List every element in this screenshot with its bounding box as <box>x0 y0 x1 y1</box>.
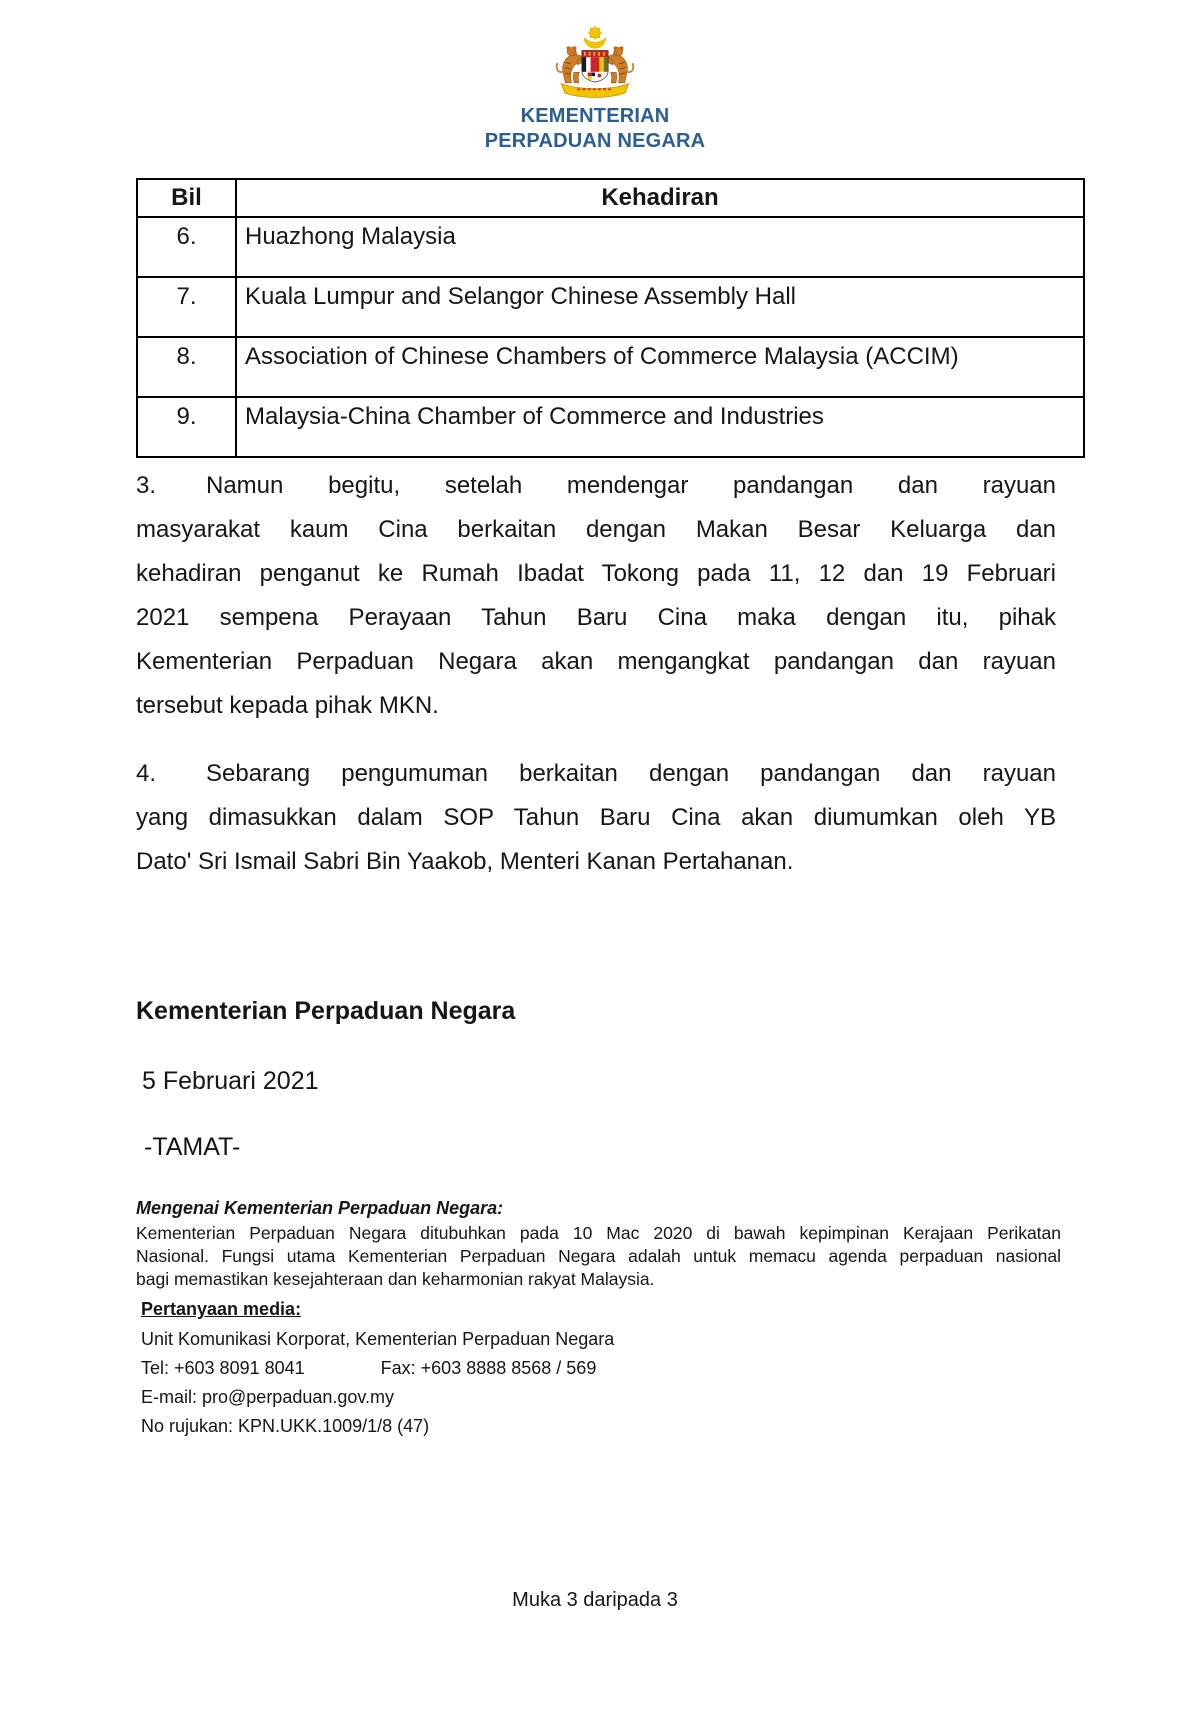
coat-of-arms-icon <box>551 26 639 100</box>
paragraph-line: Dato' Sri Ismail Sabri Bin Yaakob, Menteri Kanan Pertahanan. <box>136 848 794 875</box>
paragraph-line <box>136 464 1056 508</box>
paragraph-4 <box>136 752 1056 884</box>
signoff-organization: Kementerian Perpaduan Negara <box>136 997 516 1025</box>
row-number: 7. <box>137 277 236 337</box>
paragraph-line: masyarakat kaum Cina berkaitan dengan Makan Besar Keluarga dan <box>136 516 1056 543</box>
row-number: 8. <box>137 337 236 397</box>
paragraph-line: Kementerian Perpaduan Negara akan mengangkat pandangan dan rayuan <box>136 648 1056 675</box>
ministry-title-line1: KEMENTERIAN <box>520 105 670 127</box>
signoff-date: 5 Februari 2021 <box>142 1067 319 1095</box>
column-header-bil: Bil <box>137 179 236 217</box>
paragraph-number: 3. <box>136 472 157 499</box>
table-row <box>137 397 1084 457</box>
organization-name: Association of Chinese Chambers of Commerce Malaysia (ACCIM) <box>236 337 1084 397</box>
paragraph-line: kehadiran penganut ke Rumah Ibadat Tokong pada 11, 12 dan 19 Februari <box>136 560 1056 587</box>
attendance-table <box>136 178 1085 458</box>
about-line: bagi memastikan kesejahteraan dan keharmonian rakyat Malaysia. <box>136 1269 655 1289</box>
table-row <box>137 337 1084 397</box>
organization-name: Huazhong Malaysia <box>236 217 1084 277</box>
media-contact-phone-line <box>136 1354 1085 1383</box>
paragraph-line: tersebut kepada pihak MKN. <box>136 692 439 719</box>
document-body <box>0 178 1190 1441</box>
row-number: 6. <box>137 217 236 277</box>
about-line: Nasional. Fungsi utama Kementerian Perpaduan Negara adalah untuk memacu agenda perpaduan nasional <box>136 1246 1061 1266</box>
paragraph-text: Namun begitu, setelah mendengar pandangan dan rayuan <box>206 472 1056 499</box>
organization-name: Kuala Lumpur and Selangor Chinese Assembly Hall <box>236 277 1084 337</box>
table-row <box>137 217 1084 277</box>
end-marker: -TAMAT- <box>144 1133 241 1161</box>
row-number: 9. <box>137 397 236 457</box>
media-contact-email: E-mail: pro@perpaduan.gov.my <box>141 1387 395 1407</box>
paragraph-line: yang dimasukkan dalam SOP Tahun Baru Cina akan diumumkan oleh YB <box>136 804 1056 831</box>
media-contact-tel: Tel: +603 8091 8041 <box>141 1358 305 1378</box>
ministry-title <box>0 104 1190 154</box>
media-contact-fax: Fax: +603 8888 8568 / 569 <box>380 1358 597 1378</box>
paragraph-3 <box>136 464 1056 728</box>
about-body <box>136 1222 1061 1291</box>
media-contact-heading: Pertanyaan media: <box>141 1299 302 1319</box>
paragraph-number: 4. <box>136 760 157 787</box>
media-contact-unit: Unit Komunikasi Korporat, Kementerian Perpaduan Negara <box>141 1329 615 1349</box>
paragraph-line <box>136 752 1056 796</box>
page-number: Muka 3 daripada 3 <box>512 1589 678 1611</box>
table-row <box>137 277 1084 337</box>
ministry-title-line2: PERPADUAN NEGARA <box>484 130 706 152</box>
document-page <box>0 26 1190 1709</box>
media-contact-reference: No rujukan: KPN.UKK.1009/1/8 (47) <box>141 1416 430 1436</box>
paragraph-text: Sebarang pengumuman berkaitan dengan pandangan dan rayuan <box>206 760 1056 787</box>
about-line: Kementerian Perpaduan Negara ditubuhkan pada 10 Mac 2020 di bawah kepimpinan Kerajaan Perikatan <box>136 1223 1061 1243</box>
column-header-kehadiran: Kehadiran <box>236 179 1084 217</box>
paragraph-line: 2021 sempena Perayaan Tahun Baru Cina maka dengan itu, pihak <box>136 604 1056 631</box>
about-heading: Mengenai Kementerian Perpaduan Negara: <box>136 1198 504 1218</box>
organization-name: Malaysia-China Chamber of Commerce and Industries <box>236 397 1084 457</box>
table-header-row <box>137 179 1084 217</box>
